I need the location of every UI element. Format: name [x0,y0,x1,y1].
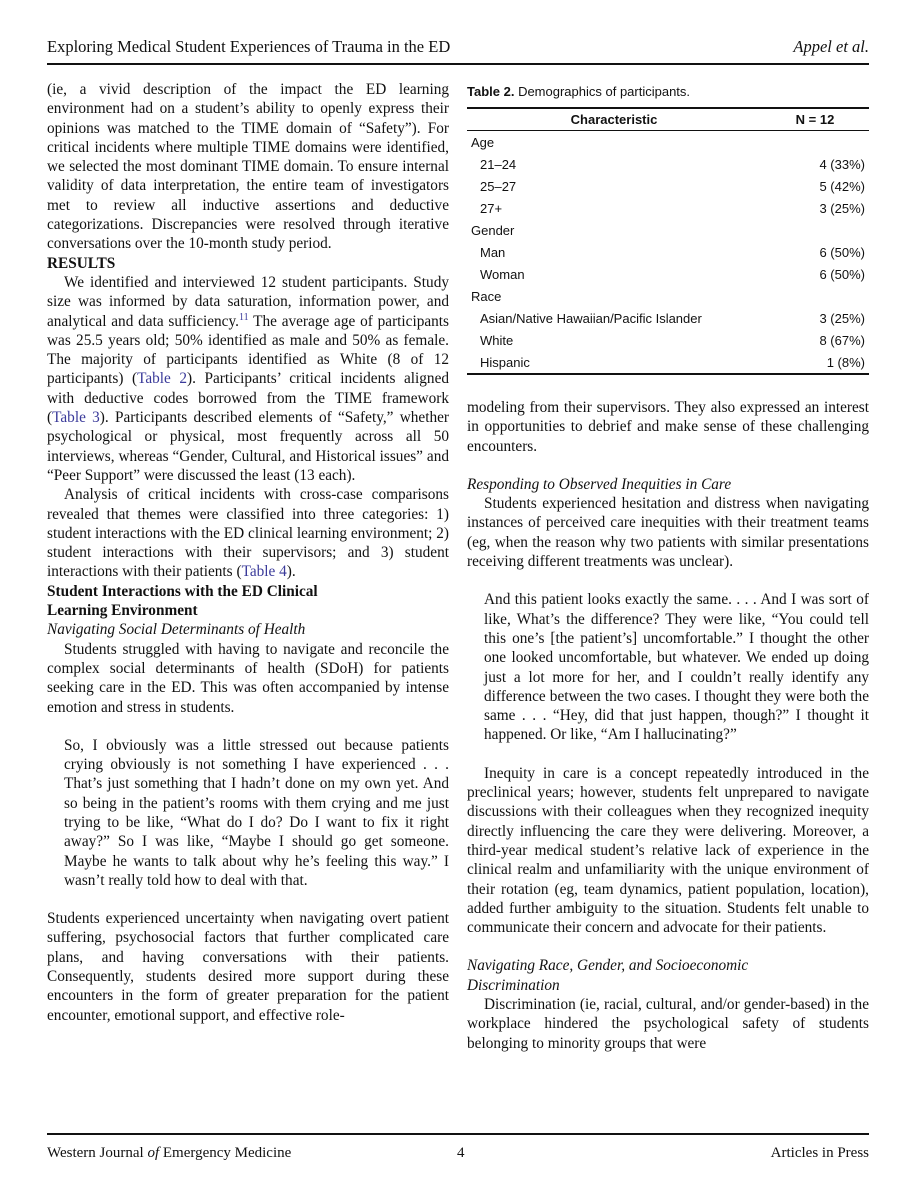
paragraph: Students experienced hesitation and distress when navigating instances of perceived care inequities with their treatment teams (eg, when the reason why two patients with similar presentations receiving different treatments was unclear). [467,495,869,571]
running-title: Exploring Medical Student Experiences of Trauma in the ED [47,37,451,56]
paragraph: Students struggled with having to navigate and reconcile the complex social determinants of health (SDoH) for patients seeking care in the ED. This was often accompanied by intense emotion and stress in students. [47,640,449,716]
subsection-heading: Student Interactions with the ED Clinical Learning Environment [47,582,318,620]
table-row: White 8 (67%) [480,332,865,348]
paragraph: We identified and interviewed 12 student participants. Study size was informed by data saturation, information power, and analytical and data sufficiency.$^{11}$ The average age of participants was 25.5 years old; 50% identified as male and 50% as female. The majority of participants identified as White (8 of 12 participants) (Table 2). Participants’ critical incidents aligned with deductive codes borrowed from the TIME framework (Table 3). Participants described elements of “Safety,” whether psychological or physical, most frequently across all 50 interviews, whereas “Gender, Cultural, and Historical issues” and “Peer Support” were discussed the least (13 each). [47,273,450,484]
footer-rule [47,1133,869,1135]
journal-name: Western Journal of Emergency Medicine [47,1145,292,1161]
header-rule [47,63,869,65]
paragraph: Students experienced uncertainty when navigating overt patient suffering, psychosocial factors that further complicated care plans, and having conversations with their patients. Consequently, students desired more support during these encounters in the form of greater preparation for the patient encounter, emotional support, and effective role- [47,910,449,1024]
table-row: 27+ 3 (25%) [480,200,865,216]
paragraph: Discrimination (ie, racial, cultural, and/or gender-based) in the workplace hindered the psychological safety of students belonging to minority groups that were [467,996,869,1052]
table-row: Man 6 (50%) [480,244,865,260]
demographics-table [467,107,869,375]
page-number: 4 [457,1145,465,1161]
subsubsection-heading: Responding to Observed Inequities in Care [467,475,732,493]
table-row: 21–24 4 (33%) [480,156,865,172]
subsubsection-heading: Navigating Social Determinants of Health [47,621,306,639]
paragraph: Inequity in care is a concept repeatedly introduced in the preclinical years; however, students felt unprepared to navigate discussions with their colleagues when they recognized inequity directly influencing the care they were delivering. Moreover, a third-year medical student’s relative lack of experience in the clinical realm and unfamiliarity with the unique environment of their rotation (eg, team dynamics, patient population, location), added further ambiguity to the situation. Students felt unable to communicate their concern and advocate for their patients. [467,764,869,937]
left-column [47,80,449,1025]
table-2 [467,84,869,375]
citation-sup[interactable]: 11 [238,311,249,323]
paragraph: (ie, a vivid description of the impact the ED learning environment had on a student’s ability to openly express their opinions was matched to the TIME domain of “Safety”). For critical incidents where multiple TIME domains were identified, we selected the most dominant TIME domain. To ensure internal validity of data interpretation, the entire team of investigators met to review all inductive assertions and deductive categorizations. Discrepancies were resolved through iterative conversations over the 10-month study period. [47,81,449,253]
table-2-link[interactable]: Table 2 [137,370,188,388]
publication-status: Articles in Press [770,1145,869,1161]
page-footer [47,1145,869,1167]
table-row: Age [471,134,495,150]
table-row: Asian/Native Hawaiian/Pacific Islander 3 (25%) [480,310,865,326]
table-header-n: N = 12 [761,108,869,131]
table-4-link[interactable]: Table 4 [241,563,287,581]
table-row: Hispanic 1 (8%) [467,351,869,374]
table-row: Gender [471,222,515,238]
block-quote: So, I obviously was a little stressed out because patients crying obviously is not something I have experienced . . . That’s just something that I hadn’t done on my own yet. And so being in the patient’s rooms with them crying and me just trying to be like, “What do I do? Do I want to fix it right away?” So I was like, “Maybe I should go get someone. Maybe he wants to talk about why he’s feeling this way.” I wasn’t really told how to deal with that. [64,736,449,889]
paragraph: modeling from their supervisors. They also expressed an interest in opportunities to debrief and make sense of these challenging encounters. [467,399,869,455]
table-3-link[interactable]: Table 3 [52,409,100,427]
table-caption: Table 2. Demographics of participants. [467,84,691,99]
table-row: Race [471,288,502,304]
block-quote: And this patient looks exactly the same. . . . And I was sort of like, What’s the difference? They were like, “You could tell this one’s [the patient’s] uncomfortable.” I thought the other one looked uncomfortable, but whatever. We ended up doing just a lot more for her, and I couldn’t really identify any difference between the two cases. I thought they were both the same . . . “Hey, did that just happen, though?” I thought it happened. Or like, “Am I hallucinating?” [484,591,869,744]
subsubsection-heading: Navigating Race, Gender, and Socioeconomic Discrimination [467,957,749,994]
table-row: 25–27 5 (42%) [480,178,865,194]
section-heading-results: RESULTS [47,254,116,272]
table-row: Woman 6 (50%) [480,266,865,282]
running-authors: Appel et al. [793,37,869,56]
running-header [47,37,869,61]
paragraph: Analysis of critical incidents with cross-case comparisons revealed that themes were classified into three categories: 1) student interactions with the ED clinical learning environment; 2) student interactions with their supervisors; and 3) student interactions with their patients (Table 4). [47,486,449,581]
table-header-characteristic: Characteristic [467,108,761,131]
right-column [467,398,869,1053]
